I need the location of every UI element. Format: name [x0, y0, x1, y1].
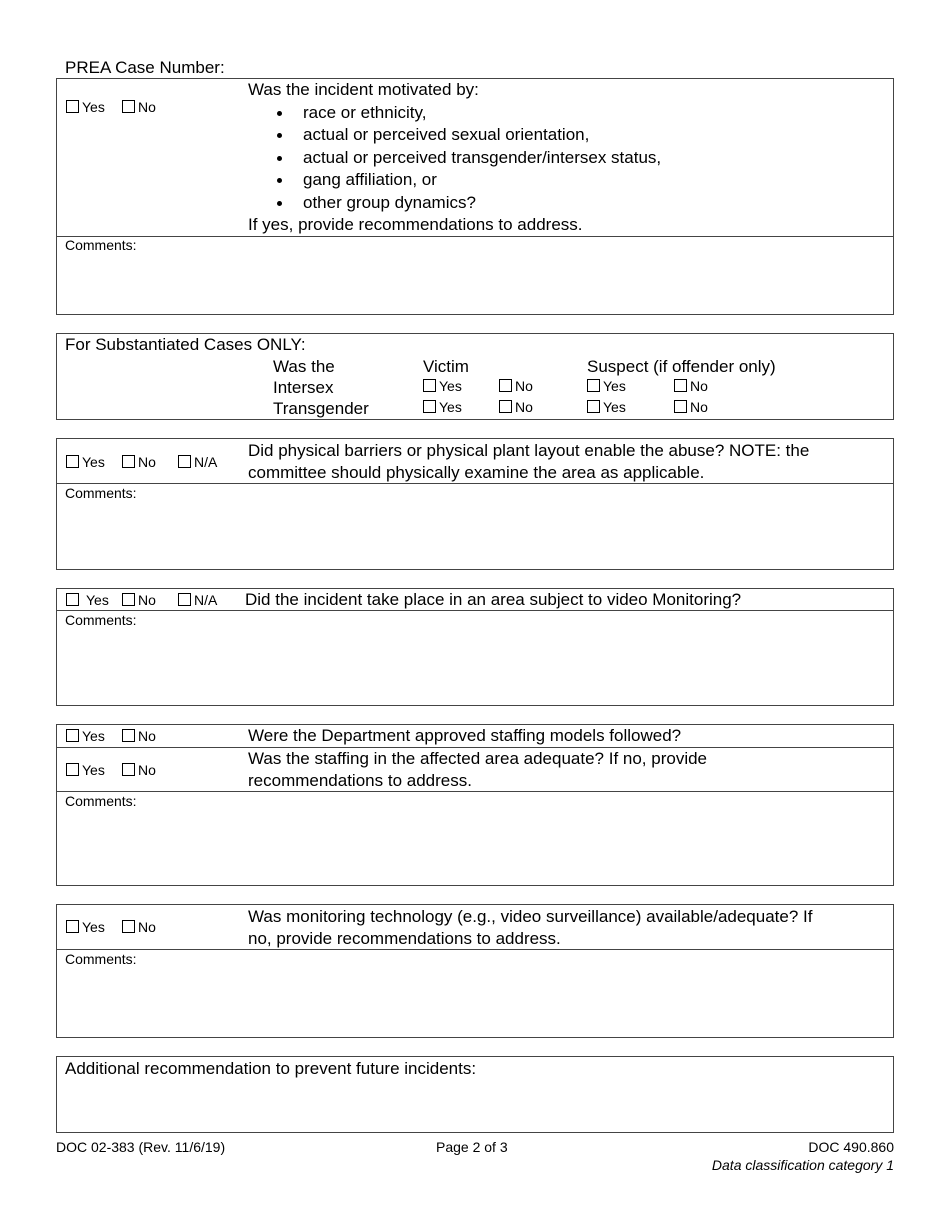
option-label: No [138, 592, 156, 608]
policy-number: DOC 490.860 [808, 1139, 894, 1155]
list-item: other group dynamics? [248, 192, 888, 215]
monitoring-technology-section [56, 904, 894, 1038]
suspect-transgender-yes[interactable] [587, 398, 626, 416]
video-question: Did the incident take place in an area subject to video Monitoring? [245, 590, 742, 609]
page-number: Page 2 of 3 [436, 1139, 508, 1155]
physical-barriers-section [56, 438, 894, 570]
comments-label: Comments: [65, 485, 137, 501]
option-label: No [138, 762, 156, 778]
checkbox-icon[interactable] [587, 400, 600, 413]
motivation-comments-field[interactable] [57, 237, 893, 314]
comments-label: Comments: [65, 951, 137, 967]
comments-label: Comments: [65, 612, 137, 628]
checkbox-icon[interactable] [66, 593, 79, 606]
technology-comments-field[interactable] [57, 950, 893, 1037]
option-label: Yes [82, 728, 105, 744]
victim-intersex-yes[interactable] [423, 377, 462, 395]
option-label: Yes [82, 99, 105, 115]
technology-yes-option[interactable] [66, 918, 105, 936]
option-label: Yes [603, 399, 626, 415]
option-label: Yes [82, 919, 105, 935]
staffing-models-no-option[interactable] [122, 727, 156, 745]
motivation-no-option[interactable] [122, 98, 156, 116]
video-comments-field[interactable] [57, 611, 893, 705]
option-label: No [690, 399, 708, 415]
staffing-comments-field[interactable] [57, 792, 893, 885]
checkbox-icon[interactable] [178, 593, 191, 606]
victim-transgender-yes[interactable] [423, 398, 462, 416]
comments-label: Comments: [65, 237, 137, 253]
additional-recommendation-field[interactable] [57, 1081, 893, 1132]
checkbox-icon[interactable] [674, 400, 687, 413]
technology-no-option[interactable] [122, 918, 156, 936]
suspect-transgender-no[interactable] [674, 398, 708, 416]
list-item: actual or perceived transgender/intersex status, [248, 147, 888, 170]
checkbox-icon[interactable] [423, 400, 436, 413]
checkbox-icon[interactable] [122, 763, 135, 776]
victim-intersex-no[interactable] [499, 377, 533, 395]
option-label: Yes [439, 378, 462, 394]
suspect-header: Suspect (if offender only) [587, 357, 776, 376]
technology-question-line1: Was monitoring technology (e.g., video surveillance) available/adequate? If [248, 907, 813, 926]
option-label: N/A [194, 592, 218, 608]
motivation-factor-list [248, 102, 888, 215]
checkbox-icon[interactable] [178, 455, 191, 468]
row-header: Was the [273, 357, 335, 376]
substantiated-cases-title: For Substantiated Cases ONLY: [65, 335, 306, 354]
option-label: N/A [194, 454, 218, 470]
option-label: Yes [82, 454, 105, 470]
checkbox-icon[interactable] [122, 100, 135, 113]
victim-header: Victim [423, 357, 469, 376]
motivation-question [248, 79, 888, 237]
checkbox-icon[interactable] [66, 920, 79, 933]
staffing-models-yes-option[interactable] [66, 727, 105, 745]
option-label: No [138, 454, 156, 470]
video-no-option[interactable] [122, 591, 156, 609]
barriers-no-option[interactable] [122, 453, 156, 471]
suspect-intersex-yes[interactable] [587, 377, 626, 395]
technology-question-line2: no, provide recommendations to address. [248, 929, 561, 948]
motivation-question-intro: Was the incident motivated by: [248, 80, 479, 99]
checkbox-icon[interactable] [66, 763, 79, 776]
checkbox-icon[interactable] [66, 455, 79, 468]
option-label: No [515, 399, 533, 415]
option-label: Yes [86, 592, 109, 608]
option-label: Yes [439, 399, 462, 415]
option-label: No [515, 378, 533, 394]
option-label: No [138, 99, 156, 115]
list-item: actual or perceived sexual orientation, [248, 124, 888, 147]
video-monitoring-section [56, 588, 894, 706]
barriers-question-line2: committee should physically examine the area as applicable. [248, 463, 705, 482]
intersex-row-label: Intersex [273, 378, 334, 397]
staffing-models-question: Were the Department approved staffing models followed? [248, 726, 682, 745]
checkbox-icon[interactable] [122, 729, 135, 742]
barriers-comments-field[interactable] [57, 484, 893, 569]
list-item: race or ethnicity, [248, 102, 888, 125]
staffing-section [56, 724, 894, 886]
checkbox-icon[interactable] [423, 379, 436, 392]
checkbox-icon[interactable] [674, 379, 687, 392]
checkbox-icon[interactable] [66, 100, 79, 113]
list-item: gang affiliation, or [248, 169, 888, 192]
option-label: No [138, 728, 156, 744]
option-label: Yes [603, 378, 626, 394]
staffing-adequate-yes-option[interactable] [66, 761, 105, 779]
additional-recommendation-label: Additional recommendation to prevent future incidents: [65, 1059, 477, 1078]
video-na-option[interactable] [178, 591, 217, 609]
staffing-adequate-no-option[interactable] [122, 761, 156, 779]
option-label: Yes [82, 762, 105, 778]
checkbox-icon[interactable] [587, 379, 600, 392]
additional-recommendation-section [56, 1056, 894, 1133]
victim-transgender-no[interactable] [499, 398, 533, 416]
checkbox-icon[interactable] [122, 455, 135, 468]
option-label: No [690, 378, 708, 394]
data-classification: Data classification category 1 [711, 1157, 894, 1173]
form-id: DOC 02-383 (Rev. 11/6/19) [56, 1139, 226, 1155]
barriers-question-line1: Did physical barriers or physical plant layout enable the abuse? NOTE: the [248, 441, 810, 460]
prea-case-number-label: PREA Case Number: [65, 58, 225, 77]
transgender-row-label: Transgender [273, 399, 369, 418]
comments-label: Comments: [65, 793, 137, 809]
motivation-yes-option[interactable] [66, 98, 105, 116]
checkbox-icon[interactable] [66, 729, 79, 742]
checkbox-icon[interactable] [499, 400, 512, 413]
motivation-section [56, 78, 894, 315]
suspect-intersex-no[interactable] [674, 377, 708, 395]
checkbox-icon[interactable] [122, 593, 135, 606]
barriers-na-option[interactable] [178, 453, 217, 471]
staffing-adequate-question-line2: recommendations to address. [248, 771, 472, 790]
video-yes-option[interactable] [66, 591, 109, 609]
option-label: No [138, 919, 156, 935]
checkbox-icon[interactable] [499, 379, 512, 392]
staffing-adequate-question-line1: Was the staffing in the affected area adequate? If no, provide [248, 749, 707, 768]
substantiated-cases-section [56, 333, 894, 420]
motivation-question-outro: If yes, provide recommendations to address. [248, 215, 583, 234]
checkbox-icon[interactable] [122, 920, 135, 933]
barriers-yes-option[interactable] [66, 453, 105, 471]
